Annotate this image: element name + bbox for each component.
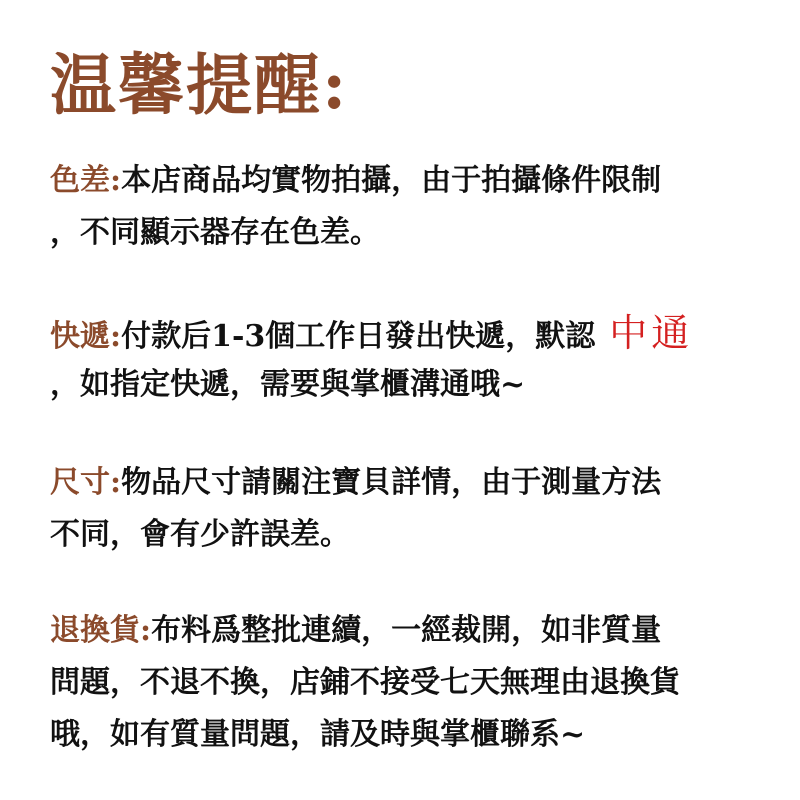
page-title: 温馨提醒: [50, 46, 349, 124]
returns-text-1: 布料爲整批連續，一經裁開，如非質量 [151, 613, 662, 648]
returns-line-3 [50, 709, 750, 761]
returns-label: 退換貨: [50, 613, 152, 648]
shipping-label: 快遞: [50, 319, 122, 354]
size-line-1 [50, 457, 750, 509]
size-line-2 [50, 509, 750, 561]
size-text-2: 不同，會有少許誤差。 [50, 517, 350, 552]
returns-line-2 [50, 657, 750, 709]
courier-name: 中通 [609, 311, 694, 355]
shipping-text-1: 付款后1-3個工作日發出快遞，默認 [121, 319, 596, 354]
color-difference-line-2 [50, 207, 750, 259]
returns-line-1 [50, 605, 750, 657]
shipping-line-1 [50, 307, 750, 359]
color-difference-label: 色差: [50, 163, 122, 198]
color-difference-line-1 [50, 155, 750, 207]
size-label: 尺寸: [50, 465, 122, 500]
shipping-line-2 [50, 359, 750, 411]
shipping-section [50, 307, 750, 411]
size-section [50, 457, 750, 561]
color-difference-text-1: 本店商品均實物拍攝，由于拍攝條件限制 [121, 163, 662, 198]
returns-text-2: 問題，不退不換，店鋪不接受七天無理由退換貨 [50, 665, 680, 700]
size-text-1: 物品尺寸請關注寶貝詳情，由于測量方法 [121, 465, 662, 500]
color-difference-section [50, 155, 750, 259]
returns-section [50, 605, 750, 761]
color-difference-text-2: ，不同顯示器存在色差。 [50, 215, 380, 250]
returns-text-3: 哦，如有質量問題，請及時與掌櫃聯系~ [50, 717, 586, 752]
shipping-text-2: ，如指定快遞，需要與掌櫃溝通哦~ [50, 367, 526, 402]
